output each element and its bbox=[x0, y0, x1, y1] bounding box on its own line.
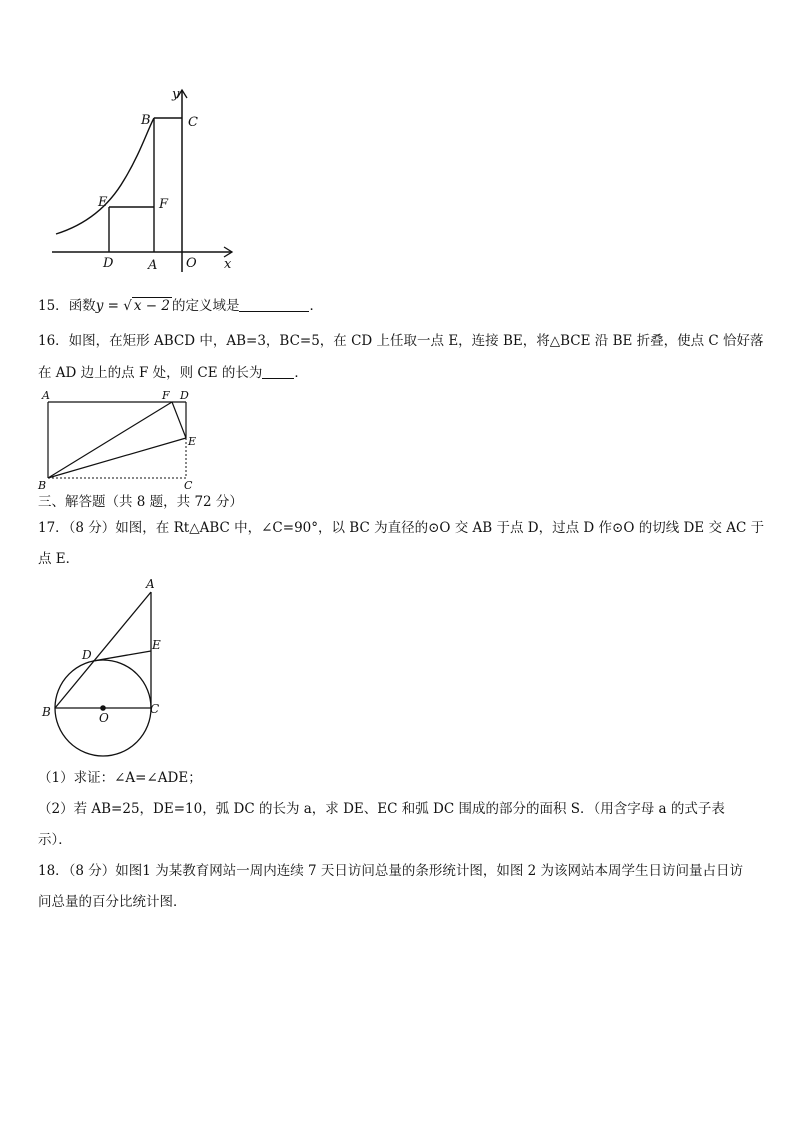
question16-line2 bbox=[38, 363, 308, 383]
label-d: D bbox=[82, 648, 92, 662]
label-b: B bbox=[38, 479, 47, 492]
q15-end: ． bbox=[309, 298, 323, 314]
label-o: O bbox=[99, 711, 109, 725]
function-curve bbox=[56, 118, 154, 234]
question17-part2-line2: 示）． bbox=[38, 832, 72, 848]
label-o: O bbox=[186, 256, 197, 271]
label-d: D bbox=[180, 389, 189, 402]
question17-line2: 点 E． bbox=[38, 551, 80, 567]
label-f: F bbox=[159, 197, 169, 212]
center-point bbox=[100, 705, 106, 711]
segment-ab bbox=[55, 592, 151, 708]
label-f: F bbox=[162, 389, 170, 402]
segment-fe bbox=[172, 402, 186, 438]
question18-line2: 问总量的百分比统计图． bbox=[38, 894, 187, 910]
label-c: C bbox=[150, 702, 160, 716]
question15 bbox=[38, 296, 323, 316]
question16-line1: 16．如图，在矩形 ABCD 中，AB=3，BC=5，在 CD 上任取一点 E，连接 BE，将△BCE 沿 BE 折叠，使点 C 恰好落 bbox=[38, 333, 764, 349]
section-title: 三、解答题（共 8 题，共 72 分） bbox=[38, 494, 243, 510]
sqrt-icon: √ bbox=[123, 298, 132, 314]
question17-part1: （1）求证：∠A=∠ADE； bbox=[38, 770, 202, 786]
label-c: C bbox=[184, 479, 193, 492]
q15-function-lhs: y bbox=[95, 298, 104, 314]
label-a: A bbox=[42, 389, 50, 402]
q15-suffix: 的定义域是 bbox=[171, 298, 240, 314]
question18-line1: 18．（8 分）如图1 为某教育网站一周内连续 7 天日访问总量的条形统计图，如图 2 为该网站本周学生日访问量占日访 bbox=[38, 863, 744, 879]
label-x: x bbox=[224, 257, 232, 272]
label-e: E bbox=[188, 435, 197, 448]
segment-be bbox=[48, 438, 186, 478]
segment-bf bbox=[48, 402, 172, 478]
question17-part2-line1: （2）若 AB=25，DE=10，弧 DC 的长为 a，求 DE、EC 和弧 DC 围成的部分的面积 S．（用含字母 a 的式子表 bbox=[38, 801, 725, 817]
q15-equals: = bbox=[103, 298, 124, 314]
q15-number: 15． bbox=[38, 298, 69, 314]
q16-line2-end: ． bbox=[294, 365, 308, 381]
label-a: A bbox=[148, 258, 158, 273]
label-c: C bbox=[188, 115, 198, 130]
question17-figure bbox=[36, 574, 176, 762]
question14-figure bbox=[48, 84, 248, 276]
q16-line2-prefix: 在 AD 边上的点 F 处，则 CE 的长为 bbox=[38, 365, 263, 381]
label-e: E bbox=[98, 195, 108, 210]
label-b: B bbox=[42, 705, 51, 719]
q15-answer-blank bbox=[239, 297, 309, 312]
label-b: B bbox=[141, 113, 151, 128]
q15-prefix: 函数 bbox=[68, 298, 96, 314]
q15-radicand: x − 2 bbox=[133, 298, 170, 314]
label-y: y bbox=[172, 87, 180, 102]
question16-figure bbox=[36, 386, 206, 492]
q16-answer-blank bbox=[262, 364, 294, 379]
label-e: E bbox=[152, 638, 161, 652]
label-d: D bbox=[103, 256, 114, 271]
label-a: A bbox=[146, 577, 155, 591]
question17-line1: 17．（8 分）如图，在 Rt△ABC 中，∠C=90°，以 BC 为直径的⊙O 交 AB 于点 D，过点 D 作⊙O 的切线 DE 交 AC 于 bbox=[38, 520, 765, 536]
